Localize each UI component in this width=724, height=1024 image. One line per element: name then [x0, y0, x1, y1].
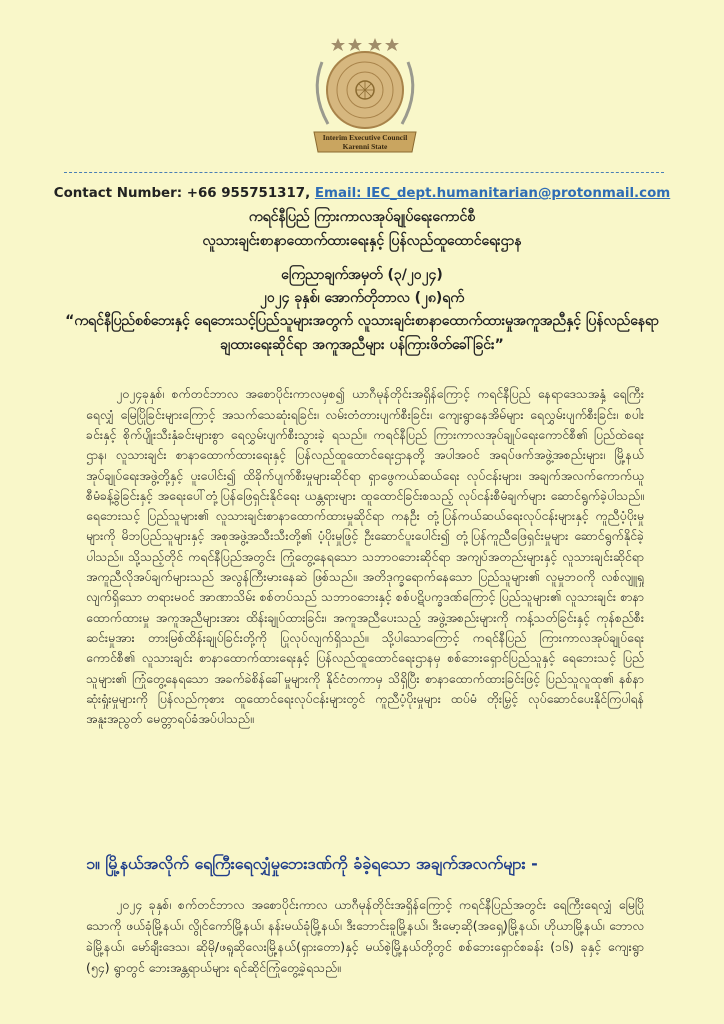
logo-banner-line2: Karenni State: [342, 142, 388, 151]
notice-date: ၂၀၂၄ ခုနှစ်၊ အောက်တိုဘာလ (၂၈)ရက်: [259, 290, 465, 306]
organization-name: ကရင်နီပြည် ကြားကာလအုပ်ချုပ်ရေးကောင်စီ: [248, 209, 476, 225]
body-paragraph: ၂၀၂၄ခုနှစ်၊ စက်တင်ဘာလ အစောပိုင်းကာလမှစ၍ ယာဂီမုန်တိုင်းအရှိန်ကြောင့် ကရင်နီပြည် နေရာဒေသအနှံ့ ရေကြီးရေလျှံ မြေပြိုခြင်းများကြောင့် အသက်သေဆုံးရခြင်း၊ လမ်းတံတားပျက်စီးခြင်း၊ ကျေးရွာနေအိမ်များ ရေလွှမ်းပျက်စီးခြင်း၊ စပါးခင်းနှင့် စိုက်ပျိုးသီးနှံခင်းများစွာ ရေလွှမ်းပျက်စီးသွားခဲ့ ရသည်။ ကရင်နီပြည် ကြားကာလအုပ်ချုပ်ရေးကောင်စီ၏ ပြည်ထဲရေးဌာန၊ လူသားချင်း စာနာထောက်ထားရေးနှင့် ပြန်လည်ထူထောင်ရေးဌာနတို့ အပါအဝင် အရပ်ဖက်အဖွဲ့အစည်းများ၊ မြို့နယ်အုပ်ချုပ်ရေးအဖွဲ့တို့နှင့် ပူးပေါင်း၍ ထိခိုက်ပျက်စီးမှုများဆိုင်ရာ ရှာဖွေကယ်ဆယ်ရေး လုပ်ငန်းများ၊ အချက်အလက်ကောက်ယူ စီမံခန့်ခွဲခြင်းနှင့် အရေးပေါ်တုံ့ပြန်ဖြေရှင်းနိုင်ရေး ယန္တရားများ ထူထောင်ခြင်းစသည့် လုပ်ငန်းစီမံချက်များ ဆောင်ရွက်ခဲ့ပါသည်။ ရေဘေးသင့် ပြည်သူများ၏ လူသားချင်းစာနာထောက်ထားမှုဆိုင်ရာ ကနဦး တုံ့ပြန်ကယ်ဆယ်ရေးလုပ်ငန်းများနှင့် ကူညီပံ့ပိုးမှုများကို မိဘပြည်သူများနှင့် အစုအဖွဲ့အသီးသီးတို့၏ ပံ့ပိုးမှုဖြင့် ဦးဆောင်ပူးပေါင်း၍ တုံ့ပြန်ကူညီဖြေရှင်းမှုများ ဆောင်ရွက်နိုင်ခဲ့ပါသည်။ သို့သည့်တိုင် ကရင်နီပြည်အတွင်း ကြုံတွေ့နေရသော သဘာဝဘေးဆိုင်ရာ အကျပ်အတည်းများနှင့် လူသားချင်းဆိုင်ရာ အကူညီလိုအပ်ချက်များသည် အလွန်ကြီးမားနေဆဲ ဖြစ်သည်။ အတိဒုက္ခရောက်နေသော ပြည်သူများ၏ လူမှုဘဝကို လစ်လျူရှုလျက်ရှိသော တရားမဝင် အာဏာသိမ်း စစ်တပ်သည် သဘာဝဘေးနှင့် စစ်ပဋိပက္ခဒဏ်ကြောင့် ပြည်သူများ၏ လူသားချင်း စာနာထောက်ထားမှု အကူအညီများအား ထိန်းချုပ်ထားခြင်း၊ အကူအညီပေးသည့် အဖွဲ့အစည်းများကို ကန့်သတ်ခြင်းနှင့် ကုန်စည်စီးဆင်းမှုအား တားမြစ်ထိန်းချုပ်ခြင်းတို့ကို ပြုလုပ်လျက်ရှိသည်။ သို့ပါသောကြောင့် ကရင်နီပြည် ကြားကာလအုပ်ချုပ်ရေးကောင်စီ၏ လူသားချင်း စာနာထောက်ထားရေးနှင့် ပြန်လည်ထူထောင်ရေးဌာနမှ စစ်ဘေးရှောင်ပြည်သူနှင့် ရေဘေးသင့် ပြည်သူများ၏ ကြုံတွေ့နေရသော အခက်ခဲစိန်ခေါ်မှုများကို နိုင်ငံတကာမှ သိရှိပြီး စာနာထောက်ထားခြင်းဖြင့် ပြည်သူလူထု၏ နစ်နာဆုံးရှုံးမှုများကို ပြန်လည်ကုစား ထူထောင်ရေးလုပ်ငန်းများတွင် ကူညီပံ့ပိုးမှုများ ထပ်မံ တိုးမြှင့် လုပ်ဆောင်ပေးနိုင်ကြပါရန် အနူးအညွတ် မေတ္တာရပ်ခံအပ်ပါသည်။: [86, 386, 644, 727]
notice-number: ကြေညာချက်အမှတ် (၃/၂၀၂၄): [281, 267, 443, 283]
email-link[interactable]: Email: IEC_dept.humanitarian@protonmail.com: [314, 186, 671, 201]
header-divider: [64, 172, 664, 173]
section-heading: ၁။ မြို့နယ်အလိုက် ရေကြီးရေလျှံမှုဘေးဒဏ်ကို ခံခဲ့ရသော အချက်အလက်များ -: [86, 854, 538, 873]
notice-title-line1: “ကရင်နီပြည်စစ်ဘေးနှင့် ရေဘေးသင့်ပြည်သူများအတွက် လူသားချင်းစာနာထောက်ထားမှုအကူအညီနှင့် ပြန်လည်နေရာ: [65, 313, 659, 329]
section-paragraph: ၂၀၂၄ ခုနှစ်၊ စက်တင်ဘာလ အစောပိုင်းကာလ ယာဂီမုန်တိုင်းအရှိန်ကြောင့် ကရင်နီပြည်အတွင်း ရေကြီးရေလျှံ မြေပြိုသောကို ဖယ်ခုံမြို့နယ်၊ လွိုင်ကော်မြို့နယ်၊ နန်းမယ်ခုံမြို့နယ်၊ ဒီးဘောင်းခူမြို့နယ်၊ ဒီးမော့ဆို(အရှေ့)မြို့နယ်၊ ဟိုယာမြို့နယ်၊ ဘောလခဲမြို့နယ်၊ မော်ချီးဒေသ၊ ဆိုမို/ဖရူဆိုလေးမြို့နယ်(ရှားတော)နှင့် မယ်စဲ့မြို့နယ်တို့တွင် စစ်ဘေးရှောင်စခန်း (၁၆) ခုနှင့် ကျေးရွာ (၅၄) ရွာတွင် ဘေးအန္တရာယ်များ ရင်ဆိုင်ကြုံတွေ့ခဲ့ရသည်။: [86, 897, 644, 976]
department-name: လူသားချင်းစာနာထောက်ထားရေးနှင့် ပြန်လည်ထူထောင်ရေးဌာန: [202, 233, 522, 249]
star-icon: [331, 38, 399, 51]
notice-title-line2: ချထားရေးဆိုင်ရာ အကူအညီများ ပန်ကြားဖိတ်ခေါ်ခြင်း”: [220, 337, 504, 353]
contact-line: [0, 186, 724, 201]
contact-number: Contact Number: +66 955751317,: [53, 186, 315, 201]
logo-banner-line1: Interim Executive Council: [322, 133, 408, 142]
council-emblem-logo: [300, 32, 430, 157]
